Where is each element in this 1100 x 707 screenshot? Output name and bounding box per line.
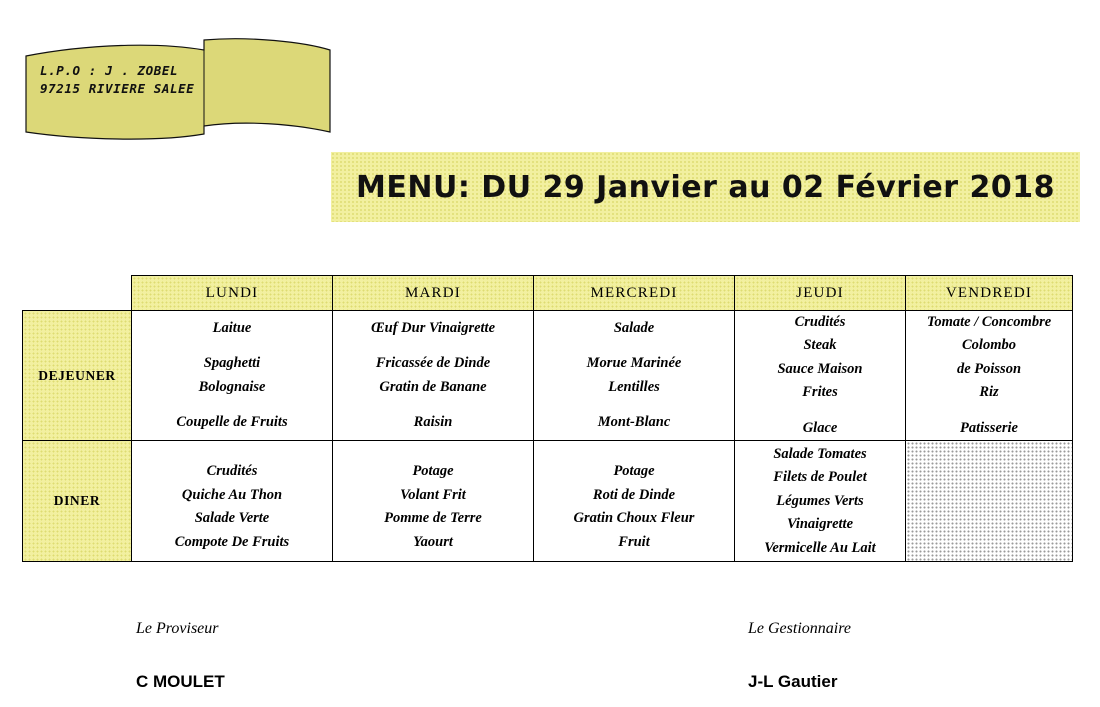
menu-line-spacer [132,448,332,460]
menu-line: Frites [802,384,838,401]
day-header-mardi: MARDI [333,276,534,311]
menu-line: Spaghetti [203,355,261,372]
menu-line: Pomme de Terre [384,510,482,527]
menu-line: Glace [802,419,838,436]
menu-line: Vermicelle Au Lait [764,539,876,556]
menu-line-spacer [333,340,533,352]
menu-cell-dejeuner-vendredi [906,311,1073,441]
menu-line: Vinaigrette [786,516,854,533]
menu-line: Colombo [962,337,1016,354]
menu-line: Laitue [212,319,252,336]
signature-title-gestionnaire: Le Gestionnaire [748,620,851,637]
menu-line: Lentilles [608,378,660,395]
menu-line: Salade Tomates [773,445,867,462]
menu-line: Potage [412,463,454,480]
menu-line: Volant Frit [400,486,466,503]
menu-cell-diner-mardi [333,441,534,562]
day-header-mercredi: MERCREDI [534,276,735,311]
menu-line: Coupelle de Fruits [176,414,288,431]
menu-line: Crudités [206,463,258,480]
menu-cell-dejeuner-mercredi [534,311,735,441]
menu-line: Gratin de Banane [379,378,487,395]
menu-line-spacer [534,448,734,460]
menu-cell-diner-jeudi [735,441,906,562]
menu-line: de Poisson [956,360,1022,377]
menu-line-spacer [906,405,1072,417]
menu-line: Potage [613,463,655,480]
menu-line: Fruit [618,533,650,550]
menu-cell-dejeuner-jeudi [735,311,906,441]
menu-line: Roti de Dinde [592,486,676,503]
menu-line: Morue Marinée [586,355,682,372]
table-row [23,441,1073,562]
menu-line: Fricassée de Dinde [375,355,491,372]
meal-label-diner: DINER [23,441,132,562]
menu-line-spacer [132,399,332,411]
signature-name-gestionnaire: J-L Gautier [748,672,838,691]
menu-line: Steak [803,337,837,354]
banner-line-2: 97215 RIVIERE SALEE [40,81,195,96]
menu-line: Filets de Poulet [773,469,867,486]
menu-line: Tomate / Concombre [926,314,1052,330]
banner-text [40,62,194,98]
menu-line: Œuf Dur Vinaigrette [370,319,496,336]
menu-cell-dejeuner-lundi [132,311,333,441]
day-header-lundi: LUNDI [132,276,333,311]
day-header-jeudi: JEUDI [735,276,906,311]
signature-title-proviseur: Le Proviseur [136,620,219,637]
signature-name-proviseur: C MOULET [136,672,225,691]
menu-line: Salade [613,319,655,336]
menu-line: Crudités [794,314,846,330]
menu-line: Salade Verte [194,510,270,527]
menu-line: Légumes Verts [776,492,864,509]
menu-line: Sauce Maison [777,360,863,377]
menu-line: Raisin [413,414,453,431]
menu-line-spacer [534,399,734,411]
menu-line: Bolognaise [198,378,266,395]
menu-cell-dejeuner-mardi [333,311,534,441]
menu-line-spacer [534,340,734,352]
menu-line: Mont-Blanc [597,414,671,431]
menu-line-spacer [333,448,533,460]
table-row [23,311,1073,441]
meal-label-dejeuner: DEJEUNER [23,311,132,441]
banner-line-1: L.P.O : J . ZOBEL [40,63,179,78]
menu-line-spacer [735,405,905,417]
page-title: MENU: DU 29 Janvier au 02 Février 2018 [356,169,1055,205]
menu-cell-diner-mercredi [534,441,735,562]
menu-line-spacer [132,340,332,352]
table-corner-blank [23,276,132,311]
menu-line: Quiche Au Thon [181,486,283,503]
menu-line: Yaourt [413,533,453,550]
school-banner [18,28,338,138]
menu-cell-diner-vendredi-empty [906,441,1073,562]
table-header-row [23,276,1073,311]
menu-title-band [331,152,1080,222]
menu-line-spacer [333,399,533,411]
day-header-vendredi: VENDREDI [906,276,1073,311]
menu-cell-diner-lundi [132,441,333,562]
menu-line: Compote De Fruits [174,533,290,550]
menu-line: Patisserie [960,419,1018,436]
menu-line: Riz [979,384,999,401]
menu-table [22,275,1073,562]
menu-line: Gratin Choux Fleur [573,510,695,527]
